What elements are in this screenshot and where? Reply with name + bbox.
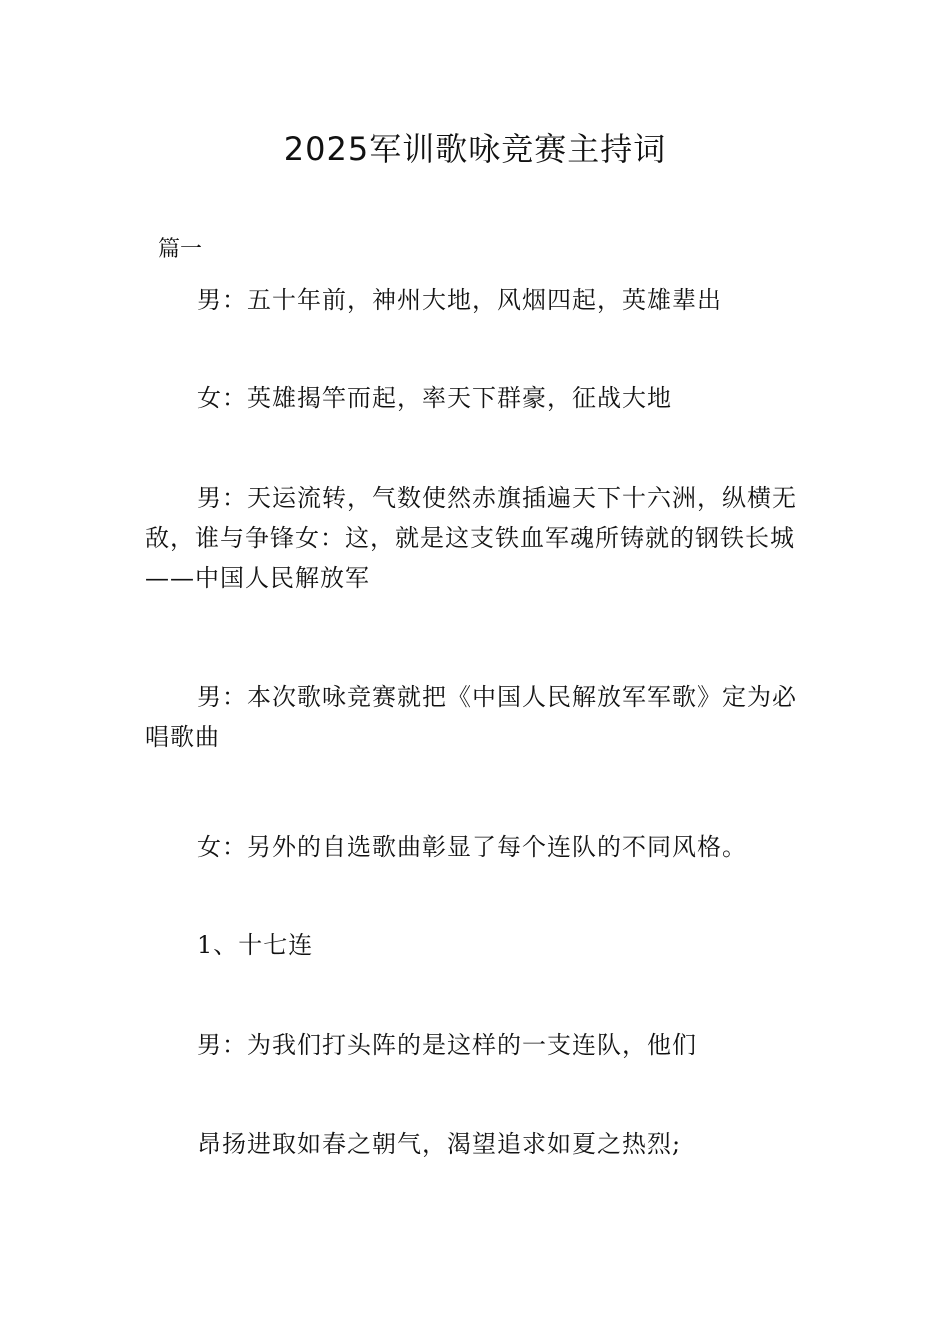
document-title: 2025军训歌咏竞赛主持词 [283,130,667,168]
paragraph: 男：五十年前，神州大地，风烟四起，英雄辈出 [197,286,722,314]
paragraph: 男：为我们打头阵的是这样的一支连队，他们 [197,1031,697,1059]
section-label: 篇一 [158,237,203,262]
list-heading: 1、十七连 [197,931,314,959]
paragraph: 男：本次歌咏竞赛就把《中国人民解放军军歌》定为必唱歌曲 [145,683,797,751]
paragraph: 男：天运流转，气数使然赤旗插遍天下十六洲，纵横无敌，谁与争锋女：这，就是这支铁血军魂所铸就的钢铁长城——中国人民解放军 [145,484,797,592]
paragraph: 昂扬进取如春之朝气，渴望追求如夏之热烈; [197,1130,682,1158]
paragraph: 女：另外的自选歌曲彰显了每个连队的不同风格。 [197,833,747,861]
paragraph: 女：英雄揭竿而起，率天下群豪，征战大地 [197,384,672,412]
